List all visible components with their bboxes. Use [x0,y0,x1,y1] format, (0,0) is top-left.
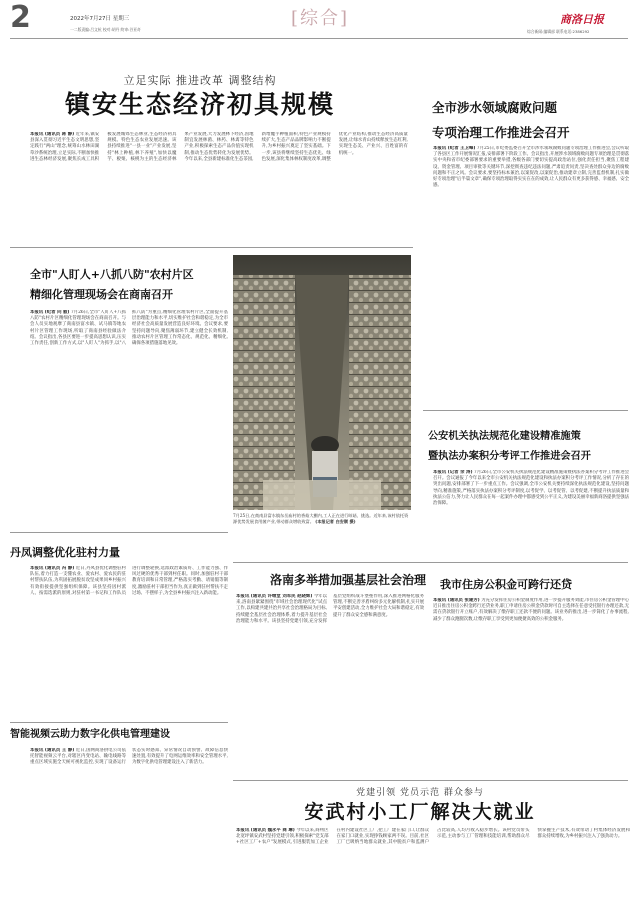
lead-body [30,132,408,244]
video-body [30,748,228,903]
anshan-text: 今年以来,商州区北宽坪镇安武村坚持党建引领,积极探索"党支部+社区工厂+农户"发展模式,引进服装加工企业在村内建设社区工厂,把工厂建在家门口,让群众在家门口就业,实现挣钱顾家两不误。目前,社区工厂已吸纳当地群众就业,其中脱贫户和监测户占比较高,人均月收入稳步增长。该村党员带头示范,主动参与工厂管理和技能培训,帮助群众尽快掌握生产技术,有效带动了村集体经济发展和群众持续增收,为乡村振兴注入了强劲动力。 [236,828,630,846]
right-top-body [433,146,629,398]
phone-line: 综合新闻:编辑部 联系电话:2386292 [527,29,590,34]
divider [233,780,628,781]
fund-body [433,598,629,763]
danfeng-text: 近日,丹凤县优化调整驻村队伍,着力打造一支懂农业、爱农村、爱农民的驻村帮扶队伍,为巩固拓展脱贫攻坚成果同乡村振兴有效衔接提供坚强组织保障。该县坚持因村派人、按需选派的原则,对驻村第一书记和工作队员进行调整轮换,选派政治素质好、工作能力强、作风过硬的优秀干部到村任职。同时,加强驻村干部教育培训和日常管理,严格落实考勤、请销假等制度,激励驻村干部担当作为,真正做到驻村帮扶不走过场、不摆样子,为全县乡村振兴注入新动能。 [30,566,228,596]
county-byline: 本报讯 (纪者 向 毅) [30,310,70,315]
mushroom-greenhouse-photo [233,255,411,510]
danfeng-body [30,566,228,716]
masthead-rule [10,38,628,39]
county-headline-2: 精细化管理现场会在商南召开 [30,288,173,301]
issue-date: 2022年7月27日 星期三 [70,16,130,22]
video-headline: 智能视频云助力数字化供电管理建设 [10,729,170,740]
lead-byline: 本报讯 (通讯员 蒋 静) [30,132,75,137]
county-headline-1: 全市"人盯人+八抓八防"农村片区 [30,268,194,281]
police-text: 7月26日,全市公安机关执法规范化建设精准施策暨执法办案积分考评工作推进会召开。会议通报了今年以来全市公安机关执法规范化建设和执法办案积分考评工作情况,分析了存在的突出问题,安排部署了下一步重点工作。会议强调,全市公安机关要持续深化执法规范化建设,坚持问题导向,精准施策,严格落实执法办案积分考评制度,以考促学、以考促管、以考促建,不断提升执法质量和执法公信力,努力让人民群众在每一起案件办理中都感受到公平正义,为建设美丽幸福新商洛提供坚强法治保障。 [433,470,629,507]
newspaper-logo: 商洛日报 [560,13,604,26]
luonan-body [236,594,424,762]
masthead [0,0,638,44]
fund-text: 为充分发挥住房公积金制度作用,进一步提升服务效能,市住房公积金管理中心近日推出住房公积金跨行还贷业务,职工申请住房公积金贷款时可自主选择在任意受托银行办理还款,无需在贷款银行开立账户,有效解决了缴存职工还款不便的问题。该业务的推出,进一步简化了办事流程,减少了群众跑腿次数,让缴存职工享受到更加便捷高效的公积金服务。 [433,598,629,622]
anshan-byline: 本报讯 (通讯员 魏永平 商 琳) [236,828,295,833]
lead-kicker: 立足实际 推进改革 调整结构 [123,74,277,87]
police-headline-1: 公安机关执法规范化建设精准施策 [428,431,581,442]
video-text: 近日,国网商洛供电公司依托智能视频云平台,对辖区内变电站、输电线路等重点区域实施全天候可视化监控,实现了设备运行状态实时感知、异常情况自动预警、故障信息快速处置,有效提升了电网运维效率和安全管理水平,为数字化供电管理建设注入了新活力。 [30,748,228,766]
fund-byline: 本报讯 (通讯员 张建芳) [433,598,480,603]
luonan-text: 今年以来,洛南县紧紧围绕"市域社会治理现代化"试点工作,以构建共建共治共享社会治理格局为目标,持续健全基层社会治理体系,着力提升基层社会治理能力和水平。该县坚持党建引领,充分发挥基层党组织战斗堡垒作用,深入推进网格化服务管理,不断完善矛盾纠纷多元化解机制,扎实开展平安创建活动,全力维护社会大局和谐稳定,有效提升了群众安全感和满意度。 [236,594,424,624]
fund-headline: 我市住房公积金可跨行还贷 [440,578,572,591]
page-number: 2 [10,0,31,35]
news-photo [233,255,411,510]
luonan-headline: 洛南多举措加强基层社会治理 [270,573,427,587]
luonan-byline: 本报讯 (通讯员 许继堂 刘军民 赵晓辉) [236,594,313,599]
divider [10,532,228,533]
anshan-headline: 安武村小工厂解决大就业 [304,801,536,823]
divider [233,562,628,563]
police-headline-2: 暨执法办案积分考评工作推进会召开 [428,451,591,462]
right-top-headline-2: 专项治理工作推进会召开 [432,125,570,140]
anshan-body [236,828,630,908]
divider [10,247,413,248]
lead-headline: 镇安生态经济初具规模 [64,90,335,119]
divider [10,722,228,723]
danfeng-byline: 本报讯 (通讯员 冯 静) [30,566,75,571]
county-body [30,310,228,525]
right-top-text: 7月25日,市纪委监委召开全市涉水领域腐败问题专项治理工作推进会,会议听取了各县区工作开展情况汇报,安排部署下阶段工作。会议指出,开展涉水领域腐败问题专项治理是贯彻落实中央和省市纪委部署要求的重要举措,各级各部门要切实提高政治站位,强化责任担当,聚焦工程建设、资金管理、项目审批等关键环节,深挖彻查违纪违法问题,严肃追责问责,坚决查处群众身边的腐败问题和不正之风。会议要求,要坚持标本兼治,以案促改,以案促治,推动建章立制,完善监督机制,扎实做好专项治理"后半篇文章",确保专项治理取得实实在在的成效,让人民群众有更多获得感、幸福感、安全感。 [433,146,629,189]
divider [423,410,628,411]
photo-caption [233,513,411,547]
police-body [433,470,629,570]
right-top-byline: 本报讯 (纪者 王卫峰) [433,146,476,151]
right-top-headline-1: 全市涉水领域腐败问题 [432,100,558,115]
anshan-kicker: 党建引领 党员示范 群众参与 [356,788,484,798]
editor-line: 一二版责编:吕文杭 校对:胡丹 终审:谷亚奇 [70,27,141,32]
video-byline: 本报讯 (通讯员 王 静) [30,748,75,753]
section-label: [综合] [290,8,350,29]
lead-text: 近年来,镇安县深入贯彻习近平生态文明思想,坚定践行"两山"理念,统筹山水林田湖草沙系统治理,立足实际,不断加快推进生态林经济发展,聚焦长成工具积极发展城郊生态林业,生态经济初具规模。特色生态农业发展迅速。该县持续推进"一县一业"产业发展,坚持"林上种植,林下养殖",加快以魔芋、板栗、核桃为主的生态经济林果产业发展,大力发展林下经济,因地制宜发展林菌、林药、林禽等特色产业,积极探索生态产品价值实现机制,推动生态优势转化为发展优势。今年以来,全县新建标准化生态茶园,新增魔芋种植面积,特色产业规模持续扩大,生态产品品牌影响力不断提升,为乡村振兴奠定了坚实基础。下一步,该县将继续坚持生态优先、绿色发展,深化集体林权制度改革,调整优化产业结构,推动生态经济高质量发展,让绿水青山持续释放生态红利,实现生态美、产业兴、百姓富的有机统一。 [30,132,408,162]
county-text: 7月26日,全市"人盯人+八抓八防"农村片区精细化管理现场会在商南召开。与会人员实地观摩了商南县富水镇、试马镇等地农村片区管理工作现场,听取了商南县经验做法介绍。会议指出,各县区要进一步提高思想认识,压实工作责任,创新工作方式,以"人盯人"为抓手,以"八抓八防"为重点,精细化管理农村片区,全面提升基层治理能力和水平,切实维护社会和谐稳定,为全市经济社会高质量发展营造良好环境。会议要求,要坚持问题导向,聚焦薄弱环节,建立健全长效机制,推动农村片区管理工作常态化、规范化、精细化,确保各项措施落地见效。 [30,310,228,347]
photo-credit: (本报记者 白安顺 摄) [315,519,356,524]
police-byline: 本报讯 (记者 余 涛) [433,470,473,475]
danfeng-headline: 丹凤调整优化驻村力量 [10,546,120,559]
photo-caption-text: 7月25日,在商南县富水镇东岳庙村的香菇大棚内,工人正在进行晾菇、挑选。近年来,该村依托资源优势发展食用菌产业,带动群众增收致富。 [233,513,409,524]
